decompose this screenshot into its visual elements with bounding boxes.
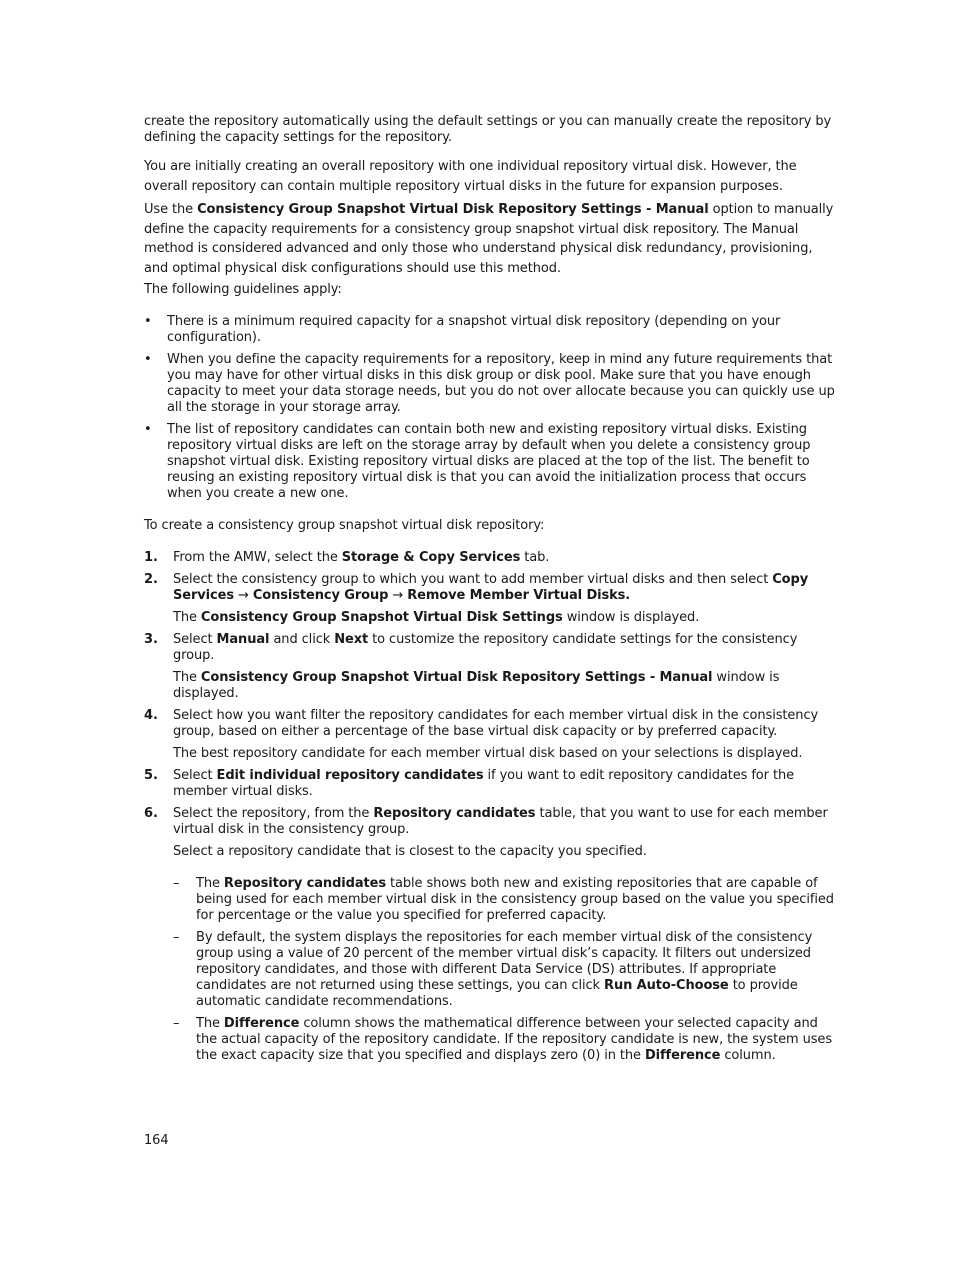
text: Use the xyxy=(144,202,198,217)
text: From the AMW, select the xyxy=(173,550,342,565)
bold-next: Next xyxy=(334,632,369,647)
step-number: 3. xyxy=(144,632,158,647)
text: The xyxy=(173,670,201,685)
dash-marker: – xyxy=(173,876,180,891)
bold-difference: Difference xyxy=(644,1048,721,1063)
text: to provide automatic candidate recommendations. xyxy=(196,978,798,1009)
list-item xyxy=(173,930,840,1010)
text: table, that you want to use for each member virtual disk in the consistency group. xyxy=(173,806,828,837)
step-3 xyxy=(144,632,840,702)
bullet-marker: • xyxy=(144,314,152,329)
document-body xyxy=(144,114,840,1070)
step-6 xyxy=(144,806,840,1064)
bold-copy-services: Copy Services xyxy=(173,572,809,603)
list-item xyxy=(144,314,840,346)
step-number: 1. xyxy=(144,550,158,565)
text: Select the repository, from the xyxy=(173,806,374,821)
bold-repository-candidates: Repository candidates xyxy=(223,876,386,891)
paragraph-guidelines-intro: The following guidelines apply: xyxy=(144,282,342,297)
text: Select xyxy=(173,768,217,783)
text: tab. xyxy=(520,550,550,565)
text: The xyxy=(173,610,201,625)
text: and click xyxy=(269,632,335,647)
step-result xyxy=(173,670,840,702)
text: By default, the system displays the repositories for each member virtual disk of the consistency group using a value of 20 percent of the member virtual disk’s capacity. It filters out undersized repository candidates, and those with different Data Service (DS) attributes. If appropriate candidates are not returned using these settings, you can click xyxy=(196,930,813,993)
bullet-marker: • xyxy=(144,422,152,437)
step-6-notes xyxy=(173,876,840,1064)
list-item-text: When you define the capacity requirements for a repository, keep in mind any future requirements that you may have for other virtual disks in this disk group or disk pool. Make sure that you have enough capacity to meet your data storage needs, but you do not over allocate because you can quickly use up all the storage in your storage array. xyxy=(167,352,835,415)
text: The xyxy=(196,876,224,891)
paragraph-manual-option xyxy=(144,200,840,278)
bold-consistency-group: Consistency Group xyxy=(252,588,389,603)
step-number: 4. xyxy=(144,708,158,723)
step-4 xyxy=(144,708,840,762)
text: Select the consistency group to which you want to add member virtual disks and then select xyxy=(173,572,773,587)
text: if you want to edit repository candidates for the member virtual disks. xyxy=(173,768,794,799)
bold-edit-individual-candidates: Edit individual repository candidates xyxy=(216,768,484,783)
dash-marker: – xyxy=(173,930,180,945)
text: column shows the mathematical difference between your selected capacity and the actual capacity of the repository candidate. If the repository candidate is new, the system uses the exact capacity size that you specified and displays zero (0) in the xyxy=(196,1016,833,1063)
list-item xyxy=(173,1016,840,1064)
procedure-intro: To create a consistency group snapshot virtual disk repository: xyxy=(144,518,545,533)
list-item-text: The list of repository candidates can contain both new and existing repository virtual disks. Existing repository virtual disks are left on the storage array by default when you delete a consistency group snapshot virtual disk. Existing repository virtual disks are placed at the top of the list. The benefit to reusing an existing repository virtual disk is that you can avoid the initialization process that occurs when you create a new one. xyxy=(167,422,811,501)
text: The xyxy=(196,1016,224,1031)
paragraph-overall-repository: You are initially creating an overall repository with one individual repository virtual disk. However, the overall repository can contain multiple repository virtual disks in the future for expansion purposes. xyxy=(144,159,797,194)
step-result xyxy=(173,610,840,626)
step-result: Select a repository candidate that is closest to the capacity you specified. xyxy=(173,844,647,859)
text: option to manually define the capacity requirements for a consistency group snapshot virtual disk repository. The Manual method is considered advanced and only those who understand physical disk redundancy, provisioning, and optimal physical disk configurations should use this method. xyxy=(144,202,834,276)
paragraph-repository-creation: create the repository automatically using the default settings or you can manually create the repository by defining the capacity settings for the repository. xyxy=(144,114,832,145)
arrow: → xyxy=(388,588,408,603)
bullet-marker: • xyxy=(144,352,152,367)
list-item xyxy=(173,876,840,924)
arrow: → xyxy=(233,588,253,603)
list-item xyxy=(144,352,840,416)
bold-window-name: Consistency Group Snapshot Virtual Disk Repository Settings - Manual xyxy=(200,670,713,685)
step-number: 6. xyxy=(144,806,158,821)
list-item-text: There is a minimum required capacity for a snapshot virtual disk repository (depending on your configuration). xyxy=(167,314,781,345)
step-result: The best repository candidate for each member virtual disk based on your selections is displayed. xyxy=(173,746,803,761)
bold-window-name: Consistency Group Snapshot Virtual Disk Settings xyxy=(200,610,563,625)
step-2 xyxy=(144,572,840,626)
text: window is displayed. xyxy=(562,610,700,625)
list-item xyxy=(144,422,840,502)
step-text: Select how you want filter the repository candidates for each member virtual disk in the consistency group, based on either a percentage of the base virtual disk capacity or by preferred capacity. xyxy=(173,708,819,739)
step-number: 5. xyxy=(144,768,158,783)
bold-run-auto-choose: Run Auto-Choose xyxy=(604,978,729,993)
procedure-steps xyxy=(144,550,840,1064)
text: table shows both new and existing repositories that are capable of being used for each member virtual disk in the consistency group based on the value you specified for percentage or the value you specified for preferred capacity. xyxy=(196,876,834,923)
bold-settings-manual: Consistency Group Snapshot Virtual Disk Repository Settings - Manual xyxy=(197,202,709,217)
step-1 xyxy=(144,550,840,566)
step-text xyxy=(173,632,840,664)
text: to customize the repository candidate settings for the consistency group. xyxy=(173,632,798,663)
text: column. xyxy=(720,1048,776,1063)
step-text xyxy=(173,572,840,604)
bold-difference: Difference xyxy=(223,1016,300,1031)
text: Select xyxy=(173,632,217,647)
step-5 xyxy=(144,768,840,800)
bold-manual: Manual xyxy=(216,632,270,647)
text: window is displayed. xyxy=(173,670,780,701)
bold-remove-member-virtual-disks: Remove Member Virtual Disks. xyxy=(407,588,631,603)
page-number: 164 xyxy=(144,1133,169,1148)
bold-repository-candidates: Repository candidates xyxy=(373,806,536,821)
bold-storage-copy-services: Storage & Copy Services xyxy=(341,550,521,565)
guidelines-list xyxy=(144,314,840,502)
dash-marker: – xyxy=(173,1016,180,1031)
step-text xyxy=(173,806,840,838)
step-number: 2. xyxy=(144,572,158,587)
